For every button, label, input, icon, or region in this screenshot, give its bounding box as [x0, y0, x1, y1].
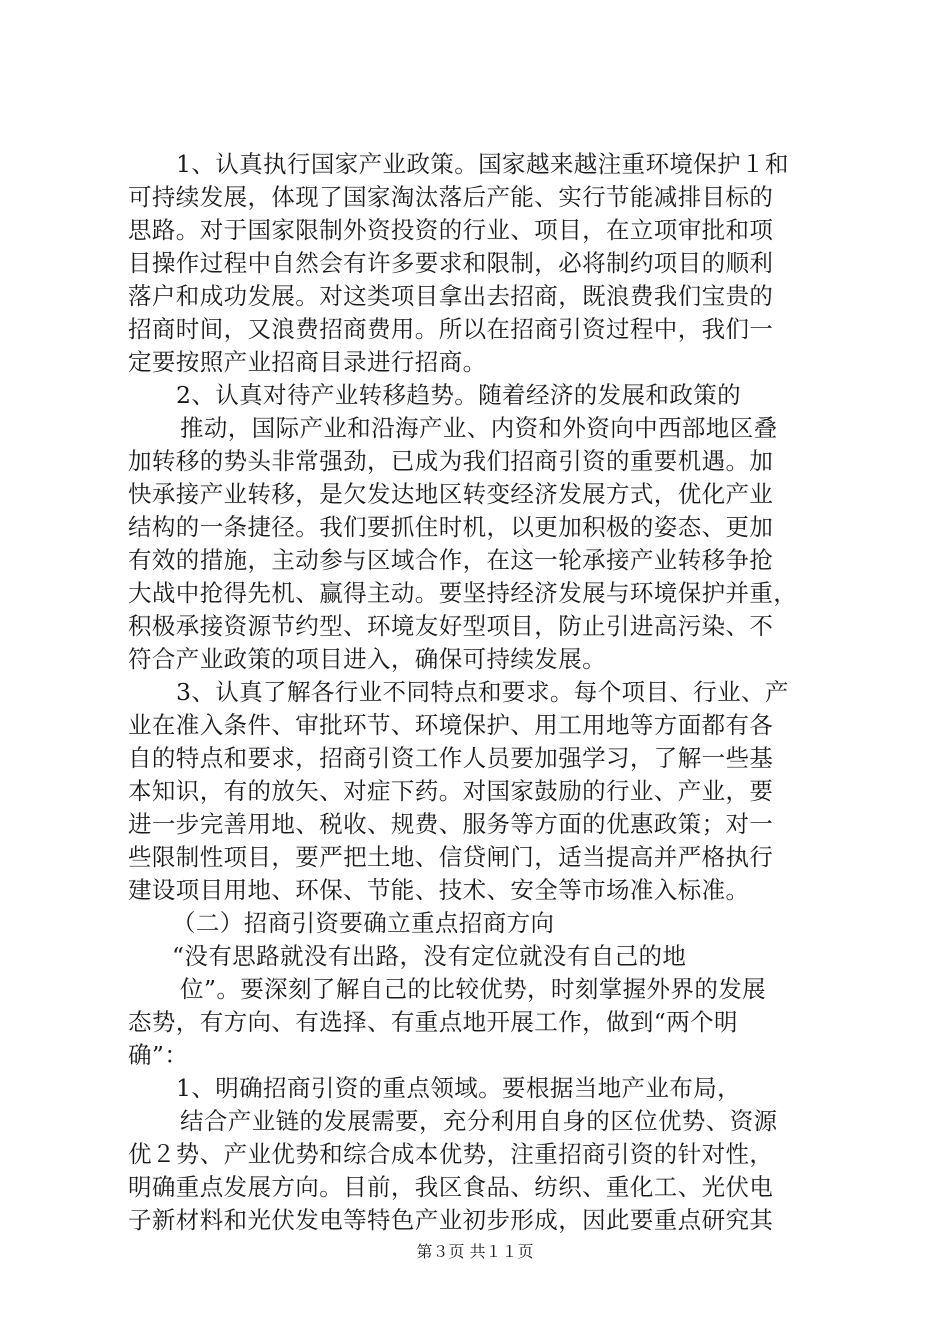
text-line: 业在准入条件、审批环节、环境保护、用工用地等方面都有各 [128, 711, 774, 739]
text-line: 自的特点和要求，招商引资工作人员要加强学习，了解一些基 [128, 744, 774, 772]
text-line: 积极承接资源节约型、环境友好型项目，防止引进高污染、不 [128, 612, 774, 640]
text-line: 2、认真对待产业转移趋势。随着经济的发展和政策的 [176, 381, 742, 409]
text-line: 进一步完善用地、税收、规费、服务等方面的优惠政策；对一 [128, 810, 774, 838]
text-line: 定要按照产业招商目录进行招商。 [128, 348, 487, 376]
text-line: 态势，有方向、有选择、有重点地开展工作，做到“两个明 [128, 1008, 738, 1036]
section-heading: （二）招商引资要确立重点招商方向 [172, 909, 555, 937]
text-line: 确”： [128, 1041, 189, 1069]
text-line: 快承接产业转移，是欠发达地区转变经济发展方式，优化产业 [128, 480, 774, 508]
text-line: 有效的措施，主动参与区域合作，在这一轮承接产业转移争抢 [128, 546, 774, 574]
text-line: 思路。对于国家限制外资投资的行业、项目，在立项审批和项 [128, 216, 774, 244]
text-line: 优２势、产业优势和综合成本优势，注重招商引资的针对性， [128, 1140, 774, 1168]
text-line: 加转移的势头非常强劲，已成为我们招商引资的重要机遇。加 [128, 447, 774, 475]
text-line: 1、明确招商引资的重点领域。要根据当地产业布局， [176, 1074, 742, 1102]
text-line: 招商时间，又浪费招商费用。所以在招商引资过程中，我们一 [128, 315, 774, 343]
text-line: 本知识，有的放矢、对症下药。对国家鼓励的行业、产业，要 [128, 777, 774, 805]
text-line: 1、认真执行国家产业政策。国家越来越注重环境保护１和 [176, 150, 789, 178]
text-line: 结合产业链的发展需要，充分利用自身的区位优势、资源 [180, 1107, 778, 1135]
text-line: 大战中抢得先机、赢得主动。要坚持经济发展与环境保护并重， [128, 579, 798, 607]
text-line: 子新材料和光伏发电等特色产业初步形成，因此要重点研究其 [128, 1206, 774, 1234]
text-line: 目操作过程中自然会有许多要求和限制，必将制约项目的顺利 [128, 249, 774, 277]
text-line: 推动，国际产业和沿海产业、内资和外资向中西部地区叠 [180, 414, 778, 442]
text-line: 符合产业政策的项目进入，确保可持续发展。 [128, 645, 606, 673]
text-line: 结构的一条捷径。我们要抓住时机，以更加积极的姿态、更加 [128, 513, 774, 541]
page-number-footer: 第３页 共１１页 [416, 1242, 534, 1261]
text-line: 明确重点发展方向。目前，我区食品、纺织、重化工、光伏电 [128, 1173, 774, 1201]
text-line: 可持续发展，体现了国家淘汰落后产能、实行节能减排目标的 [128, 183, 774, 211]
text-line: 位”。要深刻了解自己的比较优势，时刻掌握外界的发展 [180, 975, 767, 1003]
text-line: 3、认真了解各行业不同特点和要求。每个项目、行业、产 [176, 678, 789, 706]
text-line: 建设项目用地、环保、节能、技术、安全等市场准入标准。 [128, 876, 750, 904]
text-line: 落户和成功发展。对这类项目拿出去招商，既浪费我们宝贵的 [128, 282, 774, 310]
text-line: “没有思路就没有出路，没有定位就没有自己的地 [172, 942, 687, 970]
text-line: 些限制性项目，要严把土地、信贷闸门，适当提高并严格执行 [128, 843, 774, 871]
